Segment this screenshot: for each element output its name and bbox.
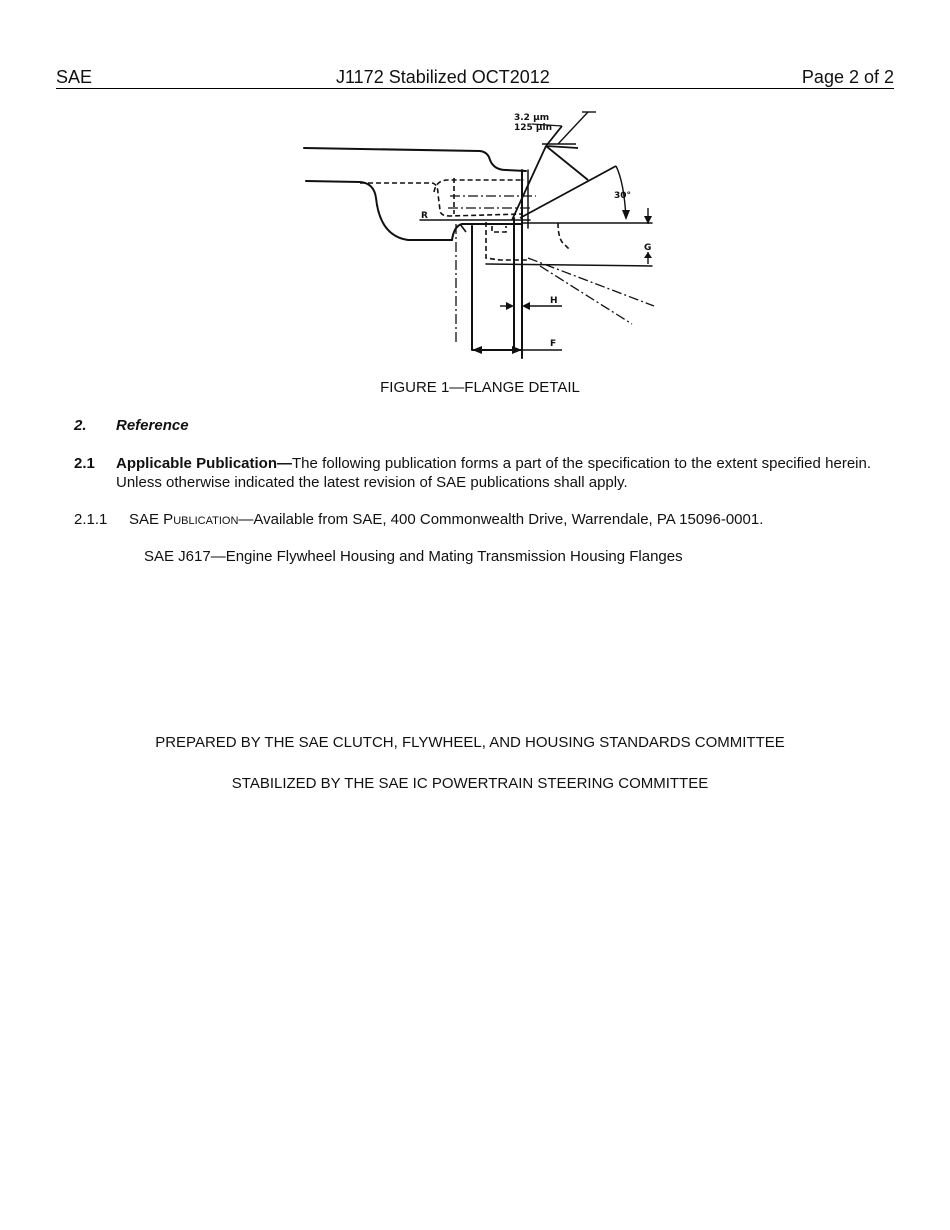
section-2-1-1-paragraph [74,510,874,529]
dimension-h-label: H [550,296,558,306]
header-document-id: J1172 Stabilized OCT2012 [336,67,550,87]
section-2-1-1-label-smallcaps: ublication [173,511,239,528]
section-2-1-1-text: —Available from SAE, 400 Commonwealth Drive, Warrendale, PA 15096-0001. [238,511,764,528]
section-2-1-paragraph [74,454,871,492]
reference-j617: SAE J617—Engine Flywheel Housing and Mating Transmission Housing Flanges [144,548,683,565]
section-2-heading [74,417,189,435]
angle-label: 30° [614,191,632,201]
dimension-g-label: G [644,243,652,253]
header-page-number: Page 2 of 2 [801,67,894,87]
radius-label: R [421,211,428,221]
figure-caption: FIGURE 1—FLANGE DETAIL [380,379,580,396]
section-2-1-number: 2.1 [74,455,95,472]
section-2-1-1-number: 2.1.1 [74,511,108,528]
page-header [56,67,894,89]
section-2-1-text: The following publication forms a part of the specification to the extent specified herein. Unless otherwise indicated the latest revision of SAE publications shall apply. [116,455,871,491]
stabilized-by-committee: STABILIZED BY THE SAE IC POWERTRAIN STEERING COMMITTEE [231,775,709,792]
section-2-title: Reference [116,417,189,434]
roughness-uin-label: 125 µin [514,123,553,133]
dimension-f-label: F [550,339,557,349]
flange-detail-figure [300,108,660,364]
flange-detail-drawing [300,108,660,364]
section-2-1-1-label-prefix: SAE P [129,511,174,528]
header-org: SAE [56,67,93,87]
prepared-by-committee: PREPARED BY THE SAE CLUTCH, FLYWHEEL, AND HOUSING STANDARDS COMMITTEE [155,734,785,751]
section-2-1-lead: Applicable Publication— [116,455,293,472]
section-2-number: 2. [74,417,87,434]
roughness-um-label: 3.2 µm [514,113,550,123]
